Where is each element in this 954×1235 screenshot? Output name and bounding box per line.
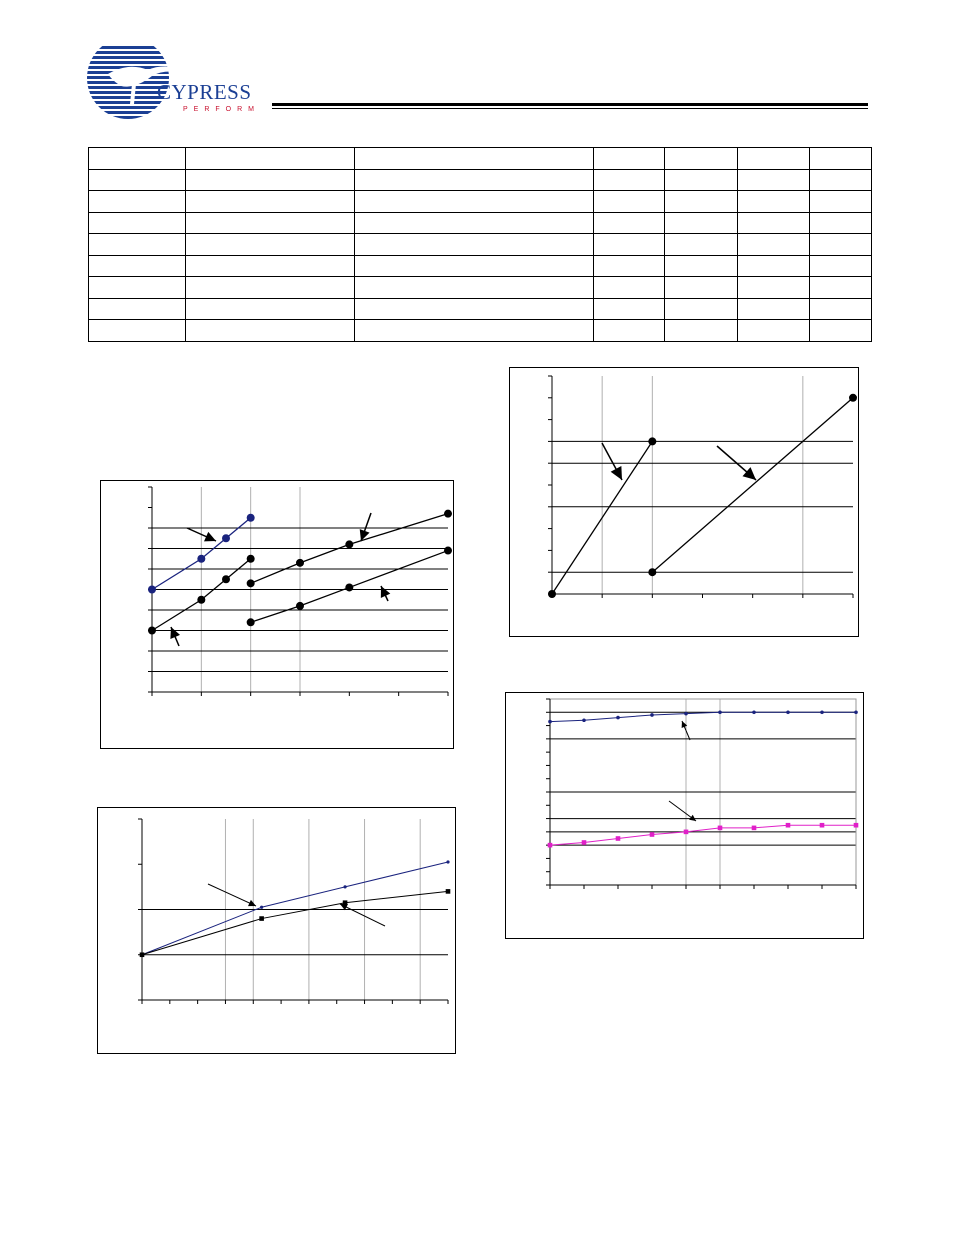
chart-4 bbox=[506, 693, 863, 938]
table-cell bbox=[810, 277, 872, 299]
table-cell bbox=[738, 191, 810, 213]
table-cell bbox=[355, 148, 594, 170]
table-cell bbox=[665, 212, 738, 234]
chart-3 bbox=[98, 808, 455, 1053]
data-point bbox=[650, 713, 654, 717]
table-cell bbox=[665, 298, 738, 320]
table-cell bbox=[89, 320, 186, 342]
data-point bbox=[820, 710, 824, 714]
table-cell bbox=[810, 255, 872, 277]
table-cell bbox=[355, 255, 594, 277]
table-cell bbox=[89, 298, 186, 320]
table-cell bbox=[594, 255, 665, 277]
table-row bbox=[89, 320, 872, 342]
table-cell bbox=[738, 277, 810, 299]
data-point bbox=[582, 840, 587, 845]
table-cell bbox=[594, 298, 665, 320]
data-point bbox=[343, 885, 346, 888]
globe-stripe bbox=[82, 56, 182, 59]
data-point bbox=[854, 823, 859, 828]
data-point bbox=[446, 860, 449, 863]
annotation-arrow bbox=[208, 884, 256, 906]
data-point bbox=[820, 823, 825, 828]
table-cell bbox=[186, 298, 355, 320]
data-point bbox=[648, 437, 656, 445]
data-point bbox=[684, 712, 688, 716]
chart-2 bbox=[510, 368, 858, 636]
annotation-arrowhead bbox=[689, 815, 696, 821]
table-cell bbox=[665, 255, 738, 277]
table-cell bbox=[810, 320, 872, 342]
table-cell bbox=[89, 191, 186, 213]
table-row bbox=[89, 191, 872, 213]
data-point bbox=[548, 720, 552, 724]
table-cell bbox=[665, 234, 738, 256]
table-cell bbox=[594, 191, 665, 213]
series-line-1 bbox=[550, 712, 856, 721]
table-cell bbox=[186, 212, 355, 234]
table-cell bbox=[665, 191, 738, 213]
data-point bbox=[197, 555, 205, 563]
globe-stripe bbox=[82, 116, 182, 119]
table-cell bbox=[665, 320, 738, 342]
table-cell bbox=[594, 277, 665, 299]
table-cell bbox=[810, 212, 872, 234]
table-cell bbox=[89, 212, 186, 234]
globe-stripe bbox=[82, 61, 182, 64]
data-point bbox=[247, 579, 255, 587]
data-point bbox=[345, 583, 353, 591]
data-point bbox=[786, 710, 790, 714]
data-point bbox=[222, 534, 230, 542]
brand-name: CYPRESS bbox=[157, 80, 252, 104]
data-point bbox=[247, 514, 255, 522]
table-row bbox=[89, 148, 872, 170]
table-cell bbox=[355, 169, 594, 191]
table-cell bbox=[355, 191, 594, 213]
brand-tagline: PERFORM bbox=[183, 106, 260, 113]
data-point bbox=[648, 568, 656, 576]
data-point bbox=[718, 710, 722, 714]
table-cell bbox=[186, 148, 355, 170]
table-cell bbox=[355, 212, 594, 234]
table-cell bbox=[810, 169, 872, 191]
table-cell bbox=[89, 148, 186, 170]
table-cell bbox=[810, 148, 872, 170]
table-cell bbox=[186, 169, 355, 191]
table-cell bbox=[594, 212, 665, 234]
table-cell bbox=[186, 277, 355, 299]
data-point bbox=[650, 832, 655, 837]
table-cell bbox=[89, 277, 186, 299]
table-cell bbox=[738, 148, 810, 170]
data-point bbox=[247, 555, 255, 563]
annotation-arrow bbox=[340, 904, 385, 926]
data-point bbox=[444, 510, 452, 518]
spec-table bbox=[88, 147, 872, 342]
table-cell bbox=[665, 148, 738, 170]
data-point bbox=[444, 547, 452, 555]
data-point bbox=[259, 916, 264, 921]
table-cell bbox=[665, 169, 738, 191]
chart-2-frame bbox=[509, 367, 859, 637]
table-cell bbox=[665, 277, 738, 299]
globe-stripe bbox=[82, 46, 182, 49]
data-point bbox=[247, 618, 255, 626]
series-line-2 bbox=[550, 825, 856, 845]
table-cell bbox=[594, 169, 665, 191]
data-point bbox=[296, 559, 304, 567]
table-cell bbox=[89, 255, 186, 277]
data-point bbox=[752, 710, 756, 714]
table-row bbox=[89, 298, 872, 320]
data-point bbox=[548, 590, 556, 598]
table-cell bbox=[738, 234, 810, 256]
table-cell bbox=[89, 169, 186, 191]
data-point bbox=[616, 836, 621, 841]
table-cell bbox=[355, 277, 594, 299]
table-cell bbox=[810, 234, 872, 256]
data-point bbox=[222, 575, 230, 583]
table-cell bbox=[738, 212, 810, 234]
data-point bbox=[260, 906, 263, 909]
chart-1-frame bbox=[100, 480, 454, 749]
data-point bbox=[296, 602, 304, 610]
table-cell bbox=[186, 320, 355, 342]
data-point bbox=[854, 710, 858, 714]
table-row bbox=[89, 212, 872, 234]
globe-stripe bbox=[82, 111, 182, 114]
table-cell bbox=[738, 298, 810, 320]
data-point bbox=[786, 823, 791, 828]
table-cell bbox=[355, 234, 594, 256]
table-cell bbox=[738, 255, 810, 277]
table-cell bbox=[355, 298, 594, 320]
data-point bbox=[752, 826, 757, 831]
table-cell bbox=[810, 191, 872, 213]
globe-stripe bbox=[82, 51, 182, 54]
data-point bbox=[582, 718, 586, 722]
header-rule bbox=[272, 103, 868, 106]
data-point bbox=[148, 586, 156, 594]
data-point bbox=[616, 716, 620, 720]
chart-4-frame bbox=[505, 692, 864, 939]
table-row bbox=[89, 234, 872, 256]
data-point bbox=[718, 826, 723, 831]
data-point bbox=[197, 596, 205, 604]
table-cell bbox=[594, 148, 665, 170]
data-point bbox=[148, 627, 156, 635]
table-row bbox=[89, 169, 872, 191]
chart-3-frame bbox=[97, 807, 456, 1054]
table-cell bbox=[186, 191, 355, 213]
table-row bbox=[89, 255, 872, 277]
data-point bbox=[684, 830, 689, 835]
header-rule-thin bbox=[272, 108, 868, 109]
data-point bbox=[849, 394, 857, 402]
data-point bbox=[345, 540, 353, 548]
table-cell bbox=[594, 320, 665, 342]
table-row bbox=[89, 277, 872, 299]
series-line-2 bbox=[652, 398, 853, 572]
table-cell bbox=[594, 234, 665, 256]
table-cell bbox=[738, 169, 810, 191]
table-cell bbox=[89, 234, 186, 256]
table-cell bbox=[355, 320, 594, 342]
data-point bbox=[548, 843, 553, 848]
series-line-2 bbox=[142, 891, 448, 954]
globe-stripe bbox=[82, 106, 182, 109]
table-cell bbox=[738, 320, 810, 342]
data-point bbox=[140, 952, 145, 957]
table-cell bbox=[810, 298, 872, 320]
table-cell bbox=[186, 255, 355, 277]
table-cell bbox=[186, 234, 355, 256]
data-point bbox=[446, 889, 451, 894]
chart-1 bbox=[101, 481, 453, 748]
